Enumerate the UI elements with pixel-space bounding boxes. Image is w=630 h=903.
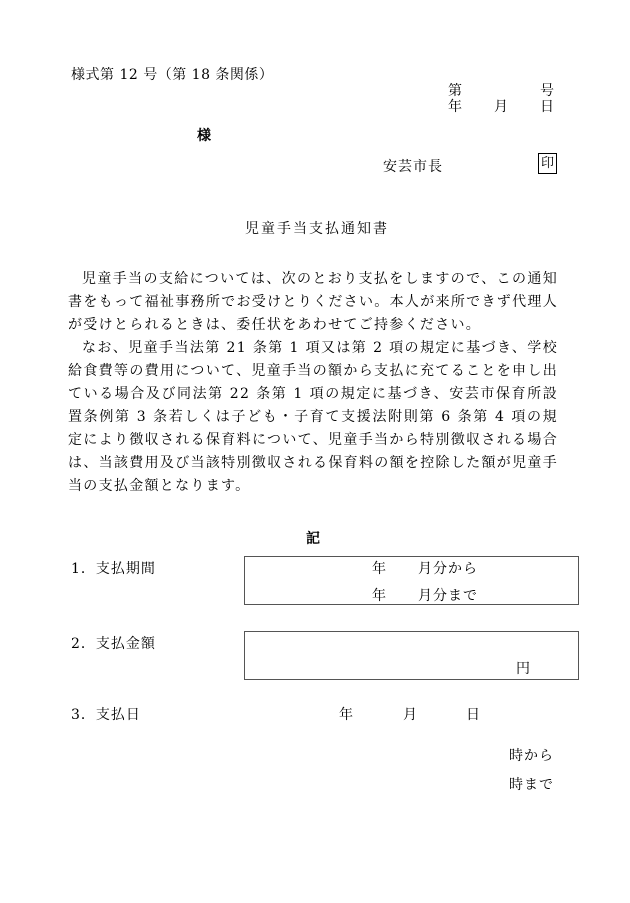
date-month-label: 月	[494, 99, 508, 115]
ki-heading: 記	[306, 531, 320, 547]
period-from-month: 月分から	[418, 561, 478, 577]
payday-month: 月	[403, 707, 417, 723]
payday-day: 日	[466, 707, 480, 723]
seal-box: 印	[538, 153, 557, 174]
addressee-suffix: 様	[197, 128, 211, 144]
document-number-suffix: 号	[540, 83, 554, 99]
date-day-label: 日	[540, 99, 554, 115]
payment-date-label: 3．支払日	[71, 707, 141, 723]
form-number: 様式第 12 号（第 18 条関係）	[71, 67, 274, 83]
issuer-title: 安芸市長	[383, 159, 443, 175]
date-year-label: 年	[448, 99, 462, 115]
body-paragraph-1: 児童手当の支給については、次のとおり支払をしますので、この通知書をもって福祉事務所でお受けとりください。本人が来所できず代理人が受けとられるときは、委任状をあわせてご持参ください。	[68, 271, 558, 333]
document-title: 児童手当支払通知書	[245, 221, 389, 237]
document-number-prefix: 第	[448, 83, 462, 99]
payday-time-to: 時まで	[509, 777, 554, 793]
payment-amount-label: 2．支払金額	[71, 636, 156, 652]
payday-year: 年	[339, 707, 353, 723]
period-to-month: 月分まで	[418, 588, 478, 604]
period-to-year: 年	[372, 588, 386, 604]
amount-unit-yen: 円	[516, 661, 530, 677]
body-paragraph-2: なお、児童手当法第 21 条第 1 項又は第 2 項の規定に基づき、学校給食費等の費用について、児童手当の額から支払に充てることを申し出ている場合及び同法第 22 条第 1 項の規定に基づき、安芸市保育所設置条例第 3 条若しくは子ども・子育て支援法附則第 6 条第 4 項の規定により徴収される保育料について、児童手当から特別徴収される場合は、当該費用及び当該特別徴収される保育料の額を控除した額が児童手当の支払金額となります。	[68, 340, 558, 494]
period-from-year: 年	[372, 561, 386, 577]
payment-period-label: 1．支払期間	[71, 561, 156, 577]
payment-period-box	[244, 556, 579, 605]
payday-time-from: 時から	[509, 748, 554, 764]
notice-body	[68, 268, 558, 498]
